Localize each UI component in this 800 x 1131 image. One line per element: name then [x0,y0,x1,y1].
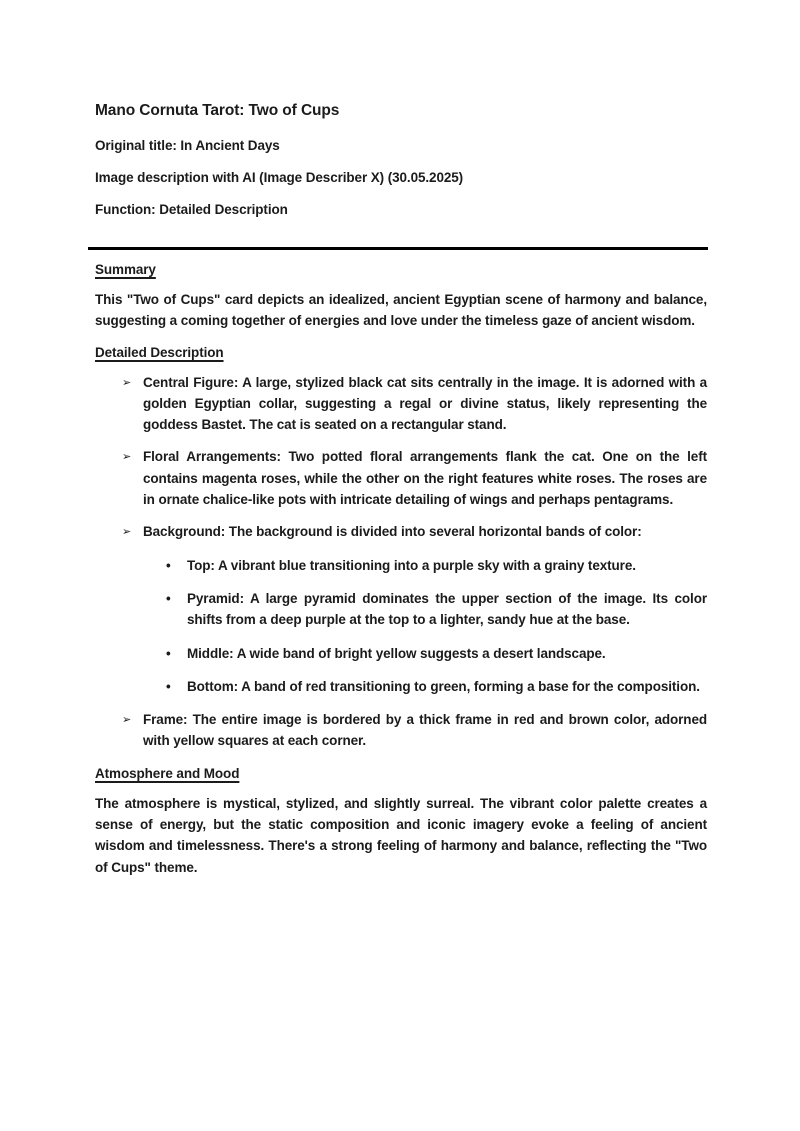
document-title: Mano Cornuta Tarot: Two of Cups [95,102,340,119]
arrow-bullet-icon: ➢ [122,376,132,389]
dot-bullet-icon: • [166,645,171,661]
list-item-text: Frame: The entire image is bordered by a thick frame in red and brown color, adorned with yellow squares at each corner. [143,712,707,749]
arrow-bullet-icon: ➢ [122,451,132,464]
meta-original-title: Original title: In Ancient Days [95,138,280,153]
sub-list-item-top [95,555,707,576]
sub-list-item-bottom [95,676,707,697]
dot-bullet-icon: • [166,557,171,573]
summary-paragraph: This "Two of Cups" card depicts an idealized, ancient Egyptian scene of harmony and balance, suggesting a coming together of energies and love under the timeless gaze of ancient wisdom. [95,292,707,329]
meta-ai-description: Image description with AI (Image Describer X) (30.05.2025) [95,170,464,185]
sub-list-item-middle [95,643,707,664]
list-item-frame [95,709,707,752]
arrow-bullet-icon: ➢ [122,526,132,539]
meta-function: Function: Detailed Description [95,202,288,217]
sub-list-item-text: Middle: A wide band of bright yellow suggests a desert landscape. [187,645,606,661]
atmosphere-paragraph: The atmosphere is mystical, stylized, and slightly surreal. The vibrant color palette creates a sense of energy, but the static composition and iconic imagery evoke a feeling of ancient wisdom and timelessness. There's a strong feeling of harmony and balance, reflecting the "Two of Cups" theme. [95,795,707,875]
sub-list-item-text: Bottom: A band of red transitioning to green, forming a base for the composition. [187,678,700,694]
horizontal-rule [88,247,708,250]
sub-list-item-text: Top: A vibrant blue transitioning into a purple sky with a grainy texture. [187,557,636,573]
list-item-text: Background: The background is divided into several horizontal bands of color: [143,524,642,540]
list-item-background [95,521,707,542]
dot-bullet-icon: • [166,678,171,694]
dot-bullet-icon: • [166,590,171,606]
list-item-text: Floral Arrangements: Two potted floral arrangements flank the cat. One on the left contains magenta roses, while the other on the right features white roses. The roses are in ornate chalice-like pots with intricate detailing of wings and perhaps pentagrams. [143,449,707,508]
section-heading-summary: Summary [95,262,156,277]
detailed-description-list [95,372,707,752]
list-item-central-figure [95,372,707,436]
arrow-bullet-icon: ➢ [122,714,132,727]
list-item-floral-arrangements [95,446,707,510]
section-heading-detailed-description: Detailed Description [95,344,224,360]
section-heading-atmosphere-and-mood: Atmosphere and Mood [95,765,240,781]
list-item-text: Central Figure: A large, stylized black cat sits centrally in the image. It is adorned with a golden Egyptian collar, suggesting a regal or divine status, likely representing the goddess Bastet. The cat is seated on a rectangular stand. [143,374,707,433]
sub-list-item-text: Pyramid: A large pyramid dominates the upper section of the image. Its color shifts from a deep purple at the top to a lighter, sandy hue at the base. [187,590,707,628]
sub-list-item-pyramid [95,588,707,631]
